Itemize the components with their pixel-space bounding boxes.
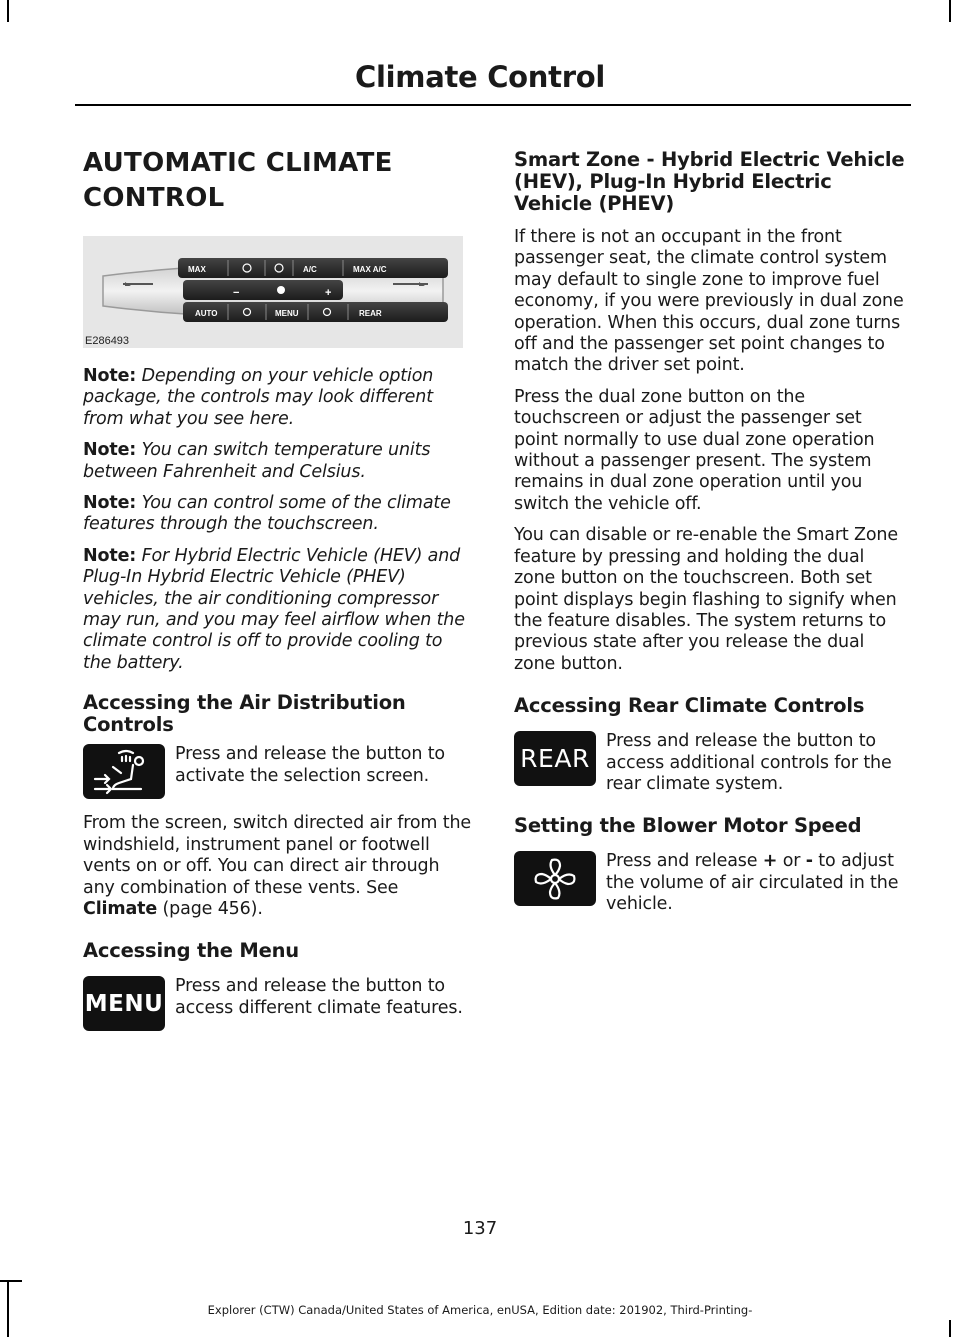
panel-btn-max-ac: MAX A/C [353,265,387,274]
header-rule [75,104,911,106]
note-3 [83,493,475,536]
air-distribution-heading: Accessing the Air Distribution Controls [83,691,406,737]
panel-btn-plus: + [325,287,332,299]
menu-heading: Accessing the Menu [83,939,299,963]
air-distribution-icon-text: Press and release the button to activate the selection screen. [175,744,445,786]
section-heading-line-1: AUTOMATIC CLIMATE [83,148,393,178]
menu-button-icon [83,976,165,1031]
air-distribution-body-post: (page 456). [157,898,263,919]
note-text: You can control some of the climate features through the touchscreen. [83,493,451,535]
blower-icon-text [606,851,906,915]
smart-zone-paragraph-1: If there is not an occupant in the front passenger seat, the climate control system may default to single zone to improve fuel economy, if you were previously in dual zone operation. When this occurs, dual zone turns off and the passenger set point changes to match the driver set point. [514,227,904,376]
note-text: You can switch temperature units between Fahrenheit and Celsius. [83,440,431,482]
note-label: Note: [83,366,137,386]
rear-icon-label: REAR [520,744,590,774]
climate-link[interactable]: Climate [83,898,158,919]
rear-row [514,731,906,795]
panel-btn-rear: REAR [359,309,382,318]
blower-heading: Setting the Blower Motor Speed [514,814,862,838]
menu-icon-label: MENU [84,990,164,1017]
panel-btn-auto: AUTO [195,309,218,318]
rear-button-icon [514,731,596,786]
climate-panel-figure [83,236,463,348]
air-distribution-row [83,744,475,799]
note-label: Note: [83,545,137,566]
blower-text-a: Press and release [606,851,763,872]
section-heading [83,146,475,216]
note-label: Note: [83,440,137,461]
blower-plus: + [762,851,778,872]
smart-zone-heading: Smart Zone - Hybrid Electric Vehicle (HEV), Plug-In Hybrid Electric Vehicle (PHEV) [514,148,905,215]
menu-icon-text: Press and release the button to access different climate features. [175,976,463,1018]
rear-icon-text: Press and release the button to access additional controls for the rear climate system. [606,731,892,794]
blower-text-c: to adjust the volume of air circulated in the vehicle. [606,851,899,915]
blower-minus: - [805,851,813,872]
climate-panel-illustration [83,236,463,348]
note-1 [83,366,475,430]
figure-code: E286493 [85,335,130,347]
note-4 [83,546,475,674]
crop-mark-top-right [949,0,951,22]
section-heading-line-2: CONTROL [83,183,225,213]
fan-icon [514,851,596,906]
rear-climate-heading: Accessing Rear Climate Controls [514,694,865,718]
menu-row [83,976,475,1031]
blower-text-b: or [777,851,806,872]
footer-text: Explorer (CTW) Canada/United States of America, enUSA, Edition date: 201902, Third-Printing- [207,1303,753,1317]
air-distribution-icon [83,744,165,799]
panel-btn-max: MAX [188,265,206,274]
left-column [83,146,475,1031]
crop-mark-bottom-right [949,1320,951,1337]
note-text: For Hybrid Electric Vehicle (HEV) and Plug-In Hybrid Electric Vehicle (PHEV) vehicles, the air conditioning compressor may run, and you may feel airflow when the climate control is off to provide cooling to the battery. [83,545,465,673]
note-text: Depending on your vehicle option package, the controls may look different from what you see here. [83,366,434,429]
blower-row [514,851,906,915]
page-header-title: Climate Control [355,60,605,94]
page-number: 137 [462,1218,498,1239]
note-label: Note: [83,493,137,514]
air-distribution-body [83,813,475,920]
right-column [514,149,906,916]
panel-fan-icon [277,286,285,294]
panel-btn-menu: MENU [275,309,299,318]
crop-mark-top-left [7,0,9,22]
note-2 [83,440,475,483]
panel-btn-ac: A/C [303,265,317,274]
smart-zone-paragraph-2: Press the dual zone button on the touchscreen or adjust the passenger set point normally to use dual zone operation without a passenger present. The system remains in dual zone operation until you switch the vehicle off. [514,386,875,514]
panel-btn-minus: − [233,287,240,299]
air-distribution-body-pre: From the screen, switch directed air from the windshield, instrument panel or footwell vents on or off. You can direct air through any combination of these vents. See [83,813,472,898]
smart-zone-paragraph-3: You can disable or re-enable the Smart Zone feature by pressing and holding the dual zone button on the touchscreen. Both set point displays begin flashing to signify when the feature disables. The system returns to previous state after you release the dual zone button. [514,525,898,674]
crop-mark-bottom-left-h [0,1280,22,1282]
